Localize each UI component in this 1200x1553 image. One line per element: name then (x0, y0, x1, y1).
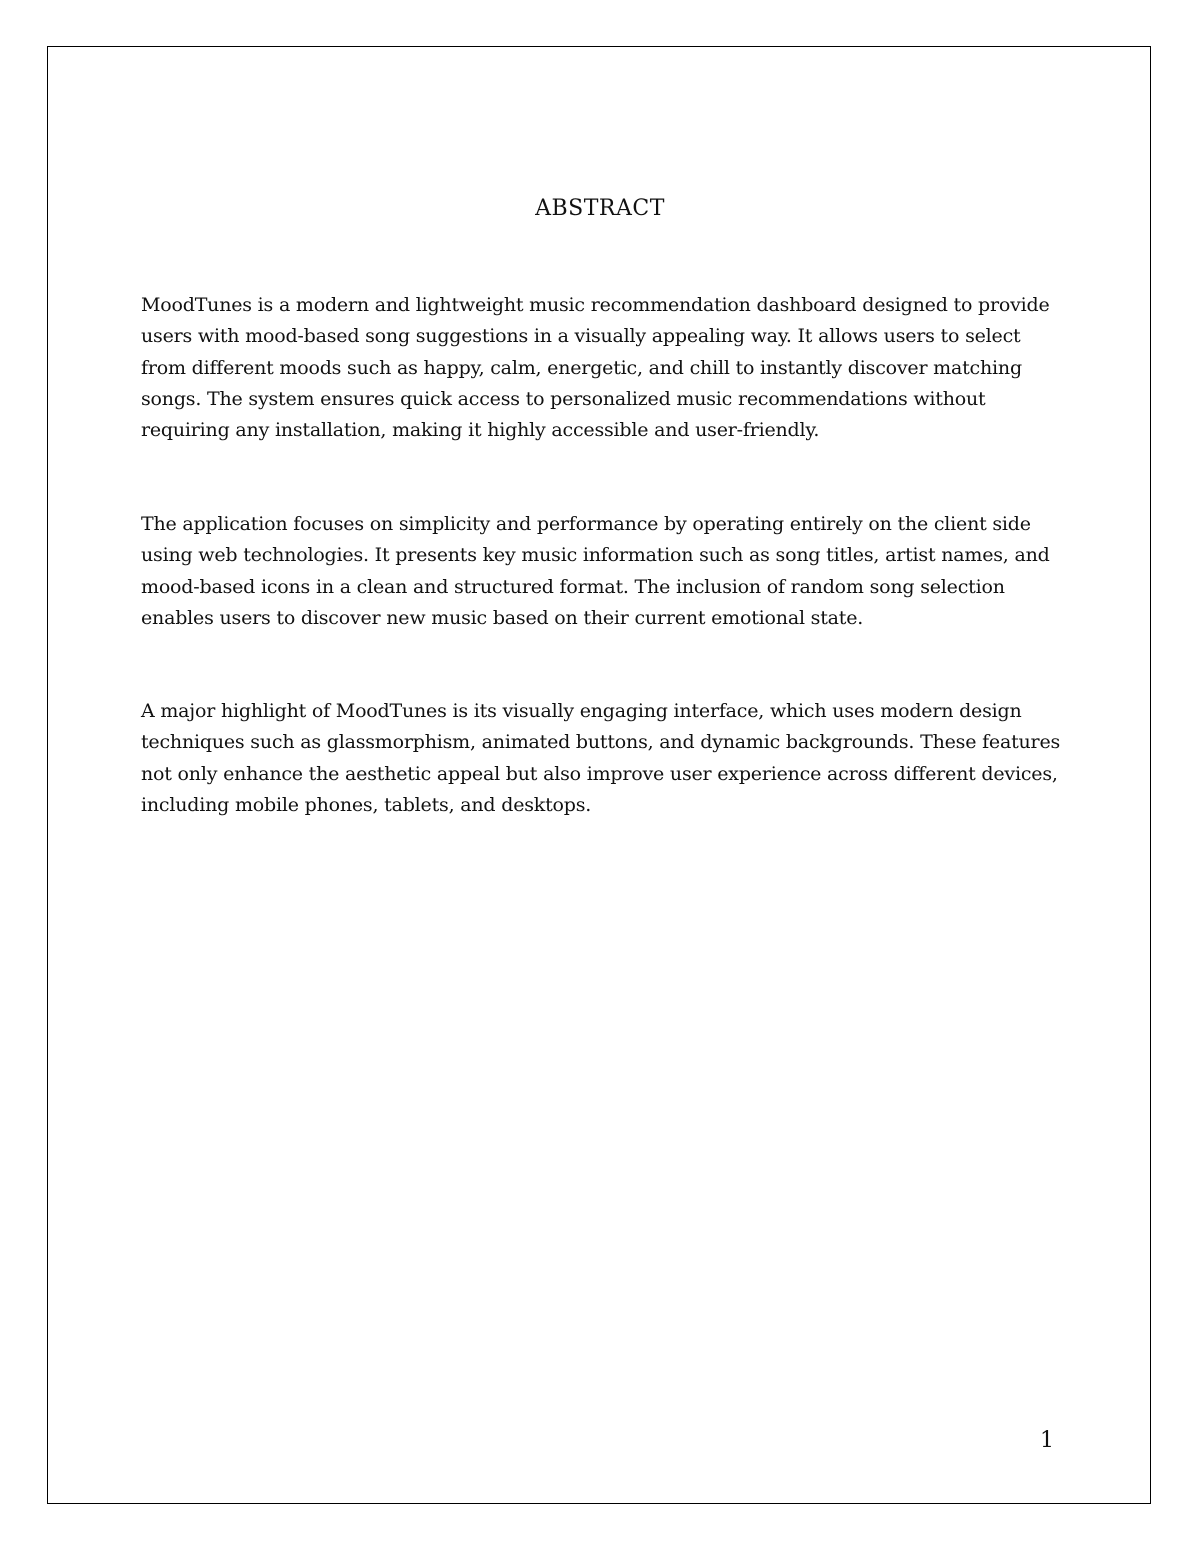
page-title: ABSTRACT (535, 196, 665, 221)
abstract-paragraph-1: MoodTunes is a modern and lightweight music recommendation dashboard designed to provide users with mood-based song suggestions in a visually appealing way. It allows users to select from different moods such as happy, calm, energetic, and chill to instantly discover matching songs. The system ensures quick access to personalized music recommendations without requiring any installation, making it highly accessible and user-friendly. (141, 294, 1050, 442)
abstract-paragraph-3: A major highlight of MoodTunes is its visually engaging interface, which uses modern design techniques such as glassmorphism, animated buttons, and dynamic backgrounds. These features not only enhance the aesthetic appeal but also improve user experience across different devices, including mobile phones, tablets, and desktops. (141, 700, 1061, 816)
page-number: 1 (1040, 1428, 1054, 1453)
abstract-paragraph-2: The application focuses on simplicity and performance by operating entirely on the client side using web technologies. It presents key music information such as song titles, artist names, and mood-based icons in a clean and structured format. The inclusion of random song selection enables users to discover new music based on their current emotional state. (141, 513, 1050, 629)
